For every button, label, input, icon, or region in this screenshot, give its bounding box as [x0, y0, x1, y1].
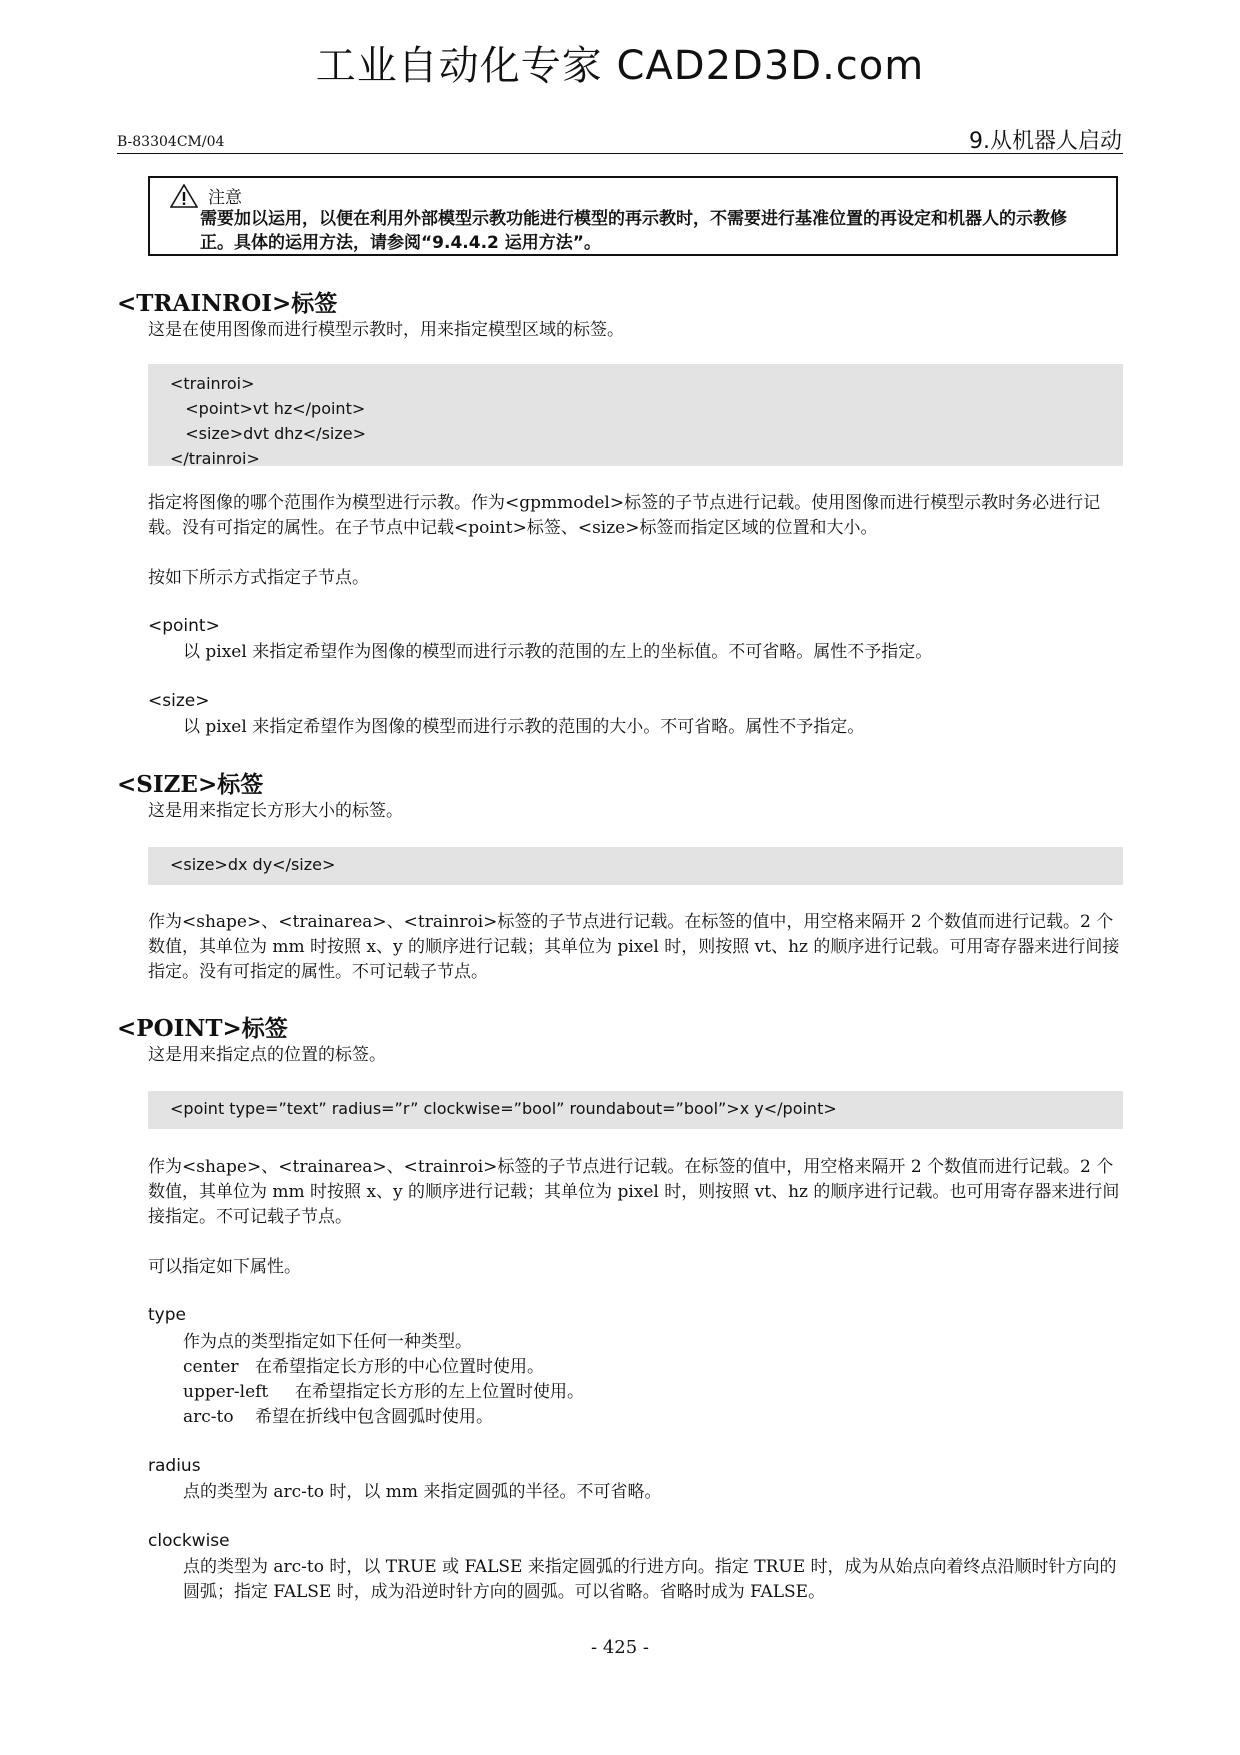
size-child-description: 以 pixel 来指定希望作为图像的模型而进行示教的范围的大小。不可省略。属性不予指定。 [183, 717, 865, 737]
size-heading: <SIZE>标签 [117, 771, 264, 798]
size-intro: 这是用来指定长方形大小的标签。 [148, 801, 403, 821]
clockwise-attr-term: clockwise [148, 1531, 230, 1551]
option-description: 在希望指定长方形的左上位置时使用。 [295, 1382, 584, 1402]
warning-icon [170, 184, 198, 208]
code-line: <point>vt hz</point> [170, 399, 366, 418]
page-number: - 425 - [591, 1637, 649, 1658]
point-child-description: 以 pixel 来指定希望作为图像的模型而进行示教的范围的左上的坐标值。不可省略。属性不予指定。 [183, 642, 933, 662]
point-description: 作为<shape>、<trainarea>、<trainroi>标签的子节点进行记载。在标签的值中，用空格来隔开 2 个数值而进行记载。2 个数值，其单位为 mm 时按照 x、y 的顺序进行记载；其单位为 pixel 时，则按照 vt、hz 的顺序进行记载。也可用寄存器来进行间接指定。不可记载子节点。 [148, 1157, 1120, 1227]
trainroi-description: 指定将图像的哪个范围作为模型进行示教。作为<gpmmodel>标签的子节点进行记载。使用图像而进行模型示教时务必进行记载。没有可指定的属性。在子节点中记载<point>标签、<size>标签而指定区域的位置和大小。 [148, 493, 1101, 538]
type-option-center [183, 1355, 544, 1380]
code-line: <point type=”text” radius=”r” clockwise=”bool” roundabout=”bool”>x y</point> [170, 1099, 837, 1118]
type-option-upper-left [183, 1380, 584, 1405]
size-code-block [148, 847, 1123, 885]
code-line: </trainroi> [170, 449, 260, 468]
point-child-term: <point> [148, 616, 220, 636]
option-name: center [183, 1357, 239, 1377]
caution-box [148, 176, 1118, 256]
trainroi-code-block [148, 364, 1123, 466]
trainroi-children-intro: 按如下所示方式指定子节点。 [148, 568, 369, 588]
size-description: 作为<shape>、<trainarea>、<trainroi>标签的子节点进行记载。在标签的值中，用空格来隔开 2 个数值而进行记载。2 个数值，其单位为 mm 时按照 x、y 的顺序进行记载；其单位为 pixel 时，则按照 vt、hz 的顺序进行记载。可用寄存器来进行间接指定。没有可指定的属性。不可记载子节点。 [148, 912, 1120, 982]
trainroi-heading: <TRAINROI>标签 [117, 290, 338, 317]
option-description: 希望在折线中包含圆弧时使用。 [255, 1407, 493, 1427]
watermark: 工业自动化专家 CAD2D3D.com [315, 43, 925, 89]
type-option-arc-to [183, 1405, 493, 1430]
chapter-title: 9.从机器人启动 [969, 129, 1122, 154]
option-name: arc-to [183, 1407, 234, 1427]
point-intro: 这是用来指定点的位置的标签。 [148, 1045, 386, 1065]
option-name: upper-left [183, 1382, 269, 1402]
trainroi-intro: 这是在使用图像而进行模型示教时，用来指定模型区域的标签。 [148, 320, 624, 340]
document-code: B-83304CM/04 [117, 134, 225, 150]
type-attr-term: type [148, 1305, 186, 1325]
point-code-block [148, 1091, 1123, 1129]
radius-attr-term: radius [148, 1456, 201, 1476]
code-line: <size>dx dy</size> [170, 855, 336, 874]
header-rule [117, 153, 1123, 154]
option-description: 在希望指定长方形的中心位置时使用。 [255, 1357, 544, 1377]
caution-text: 需要加以运用，以便在利用外部模型示教功能进行模型的再示教时，不需要进行基准位置的再设定和机器人的示教修正。具体的运用方法，请参阅“9.4.4.2 运用方法”。 [200, 209, 1067, 253]
code-line: <trainroi> [170, 374, 255, 393]
size-child-term: <size> [148, 691, 210, 711]
radius-attr-description: 点的类型为 arc-to 时，以 mm 来指定圆弧的半径。不可省略。 [183, 1482, 662, 1502]
code-line: <size>dvt dhz</size> [170, 424, 366, 443]
clockwise-attr-description: 点的类型为 arc-to 时，以 TRUE 或 FALSE 来指定圆弧的行进方向。指定 TRUE 时，成为从始点向着终点沿顺时针方向的圆弧；指定 FALSE 时，成为沿逆时针方向的圆弧。可以省略。省略时成为 FALSE。 [183, 1557, 1117, 1602]
type-attr-description: 作为点的类型指定如下任何一种类型。 [183, 1332, 472, 1352]
point-attrs-intro: 可以指定如下属性。 [148, 1257, 301, 1277]
point-heading: <POINT>标签 [117, 1015, 288, 1042]
caution-title: 注意 [208, 188, 242, 208]
